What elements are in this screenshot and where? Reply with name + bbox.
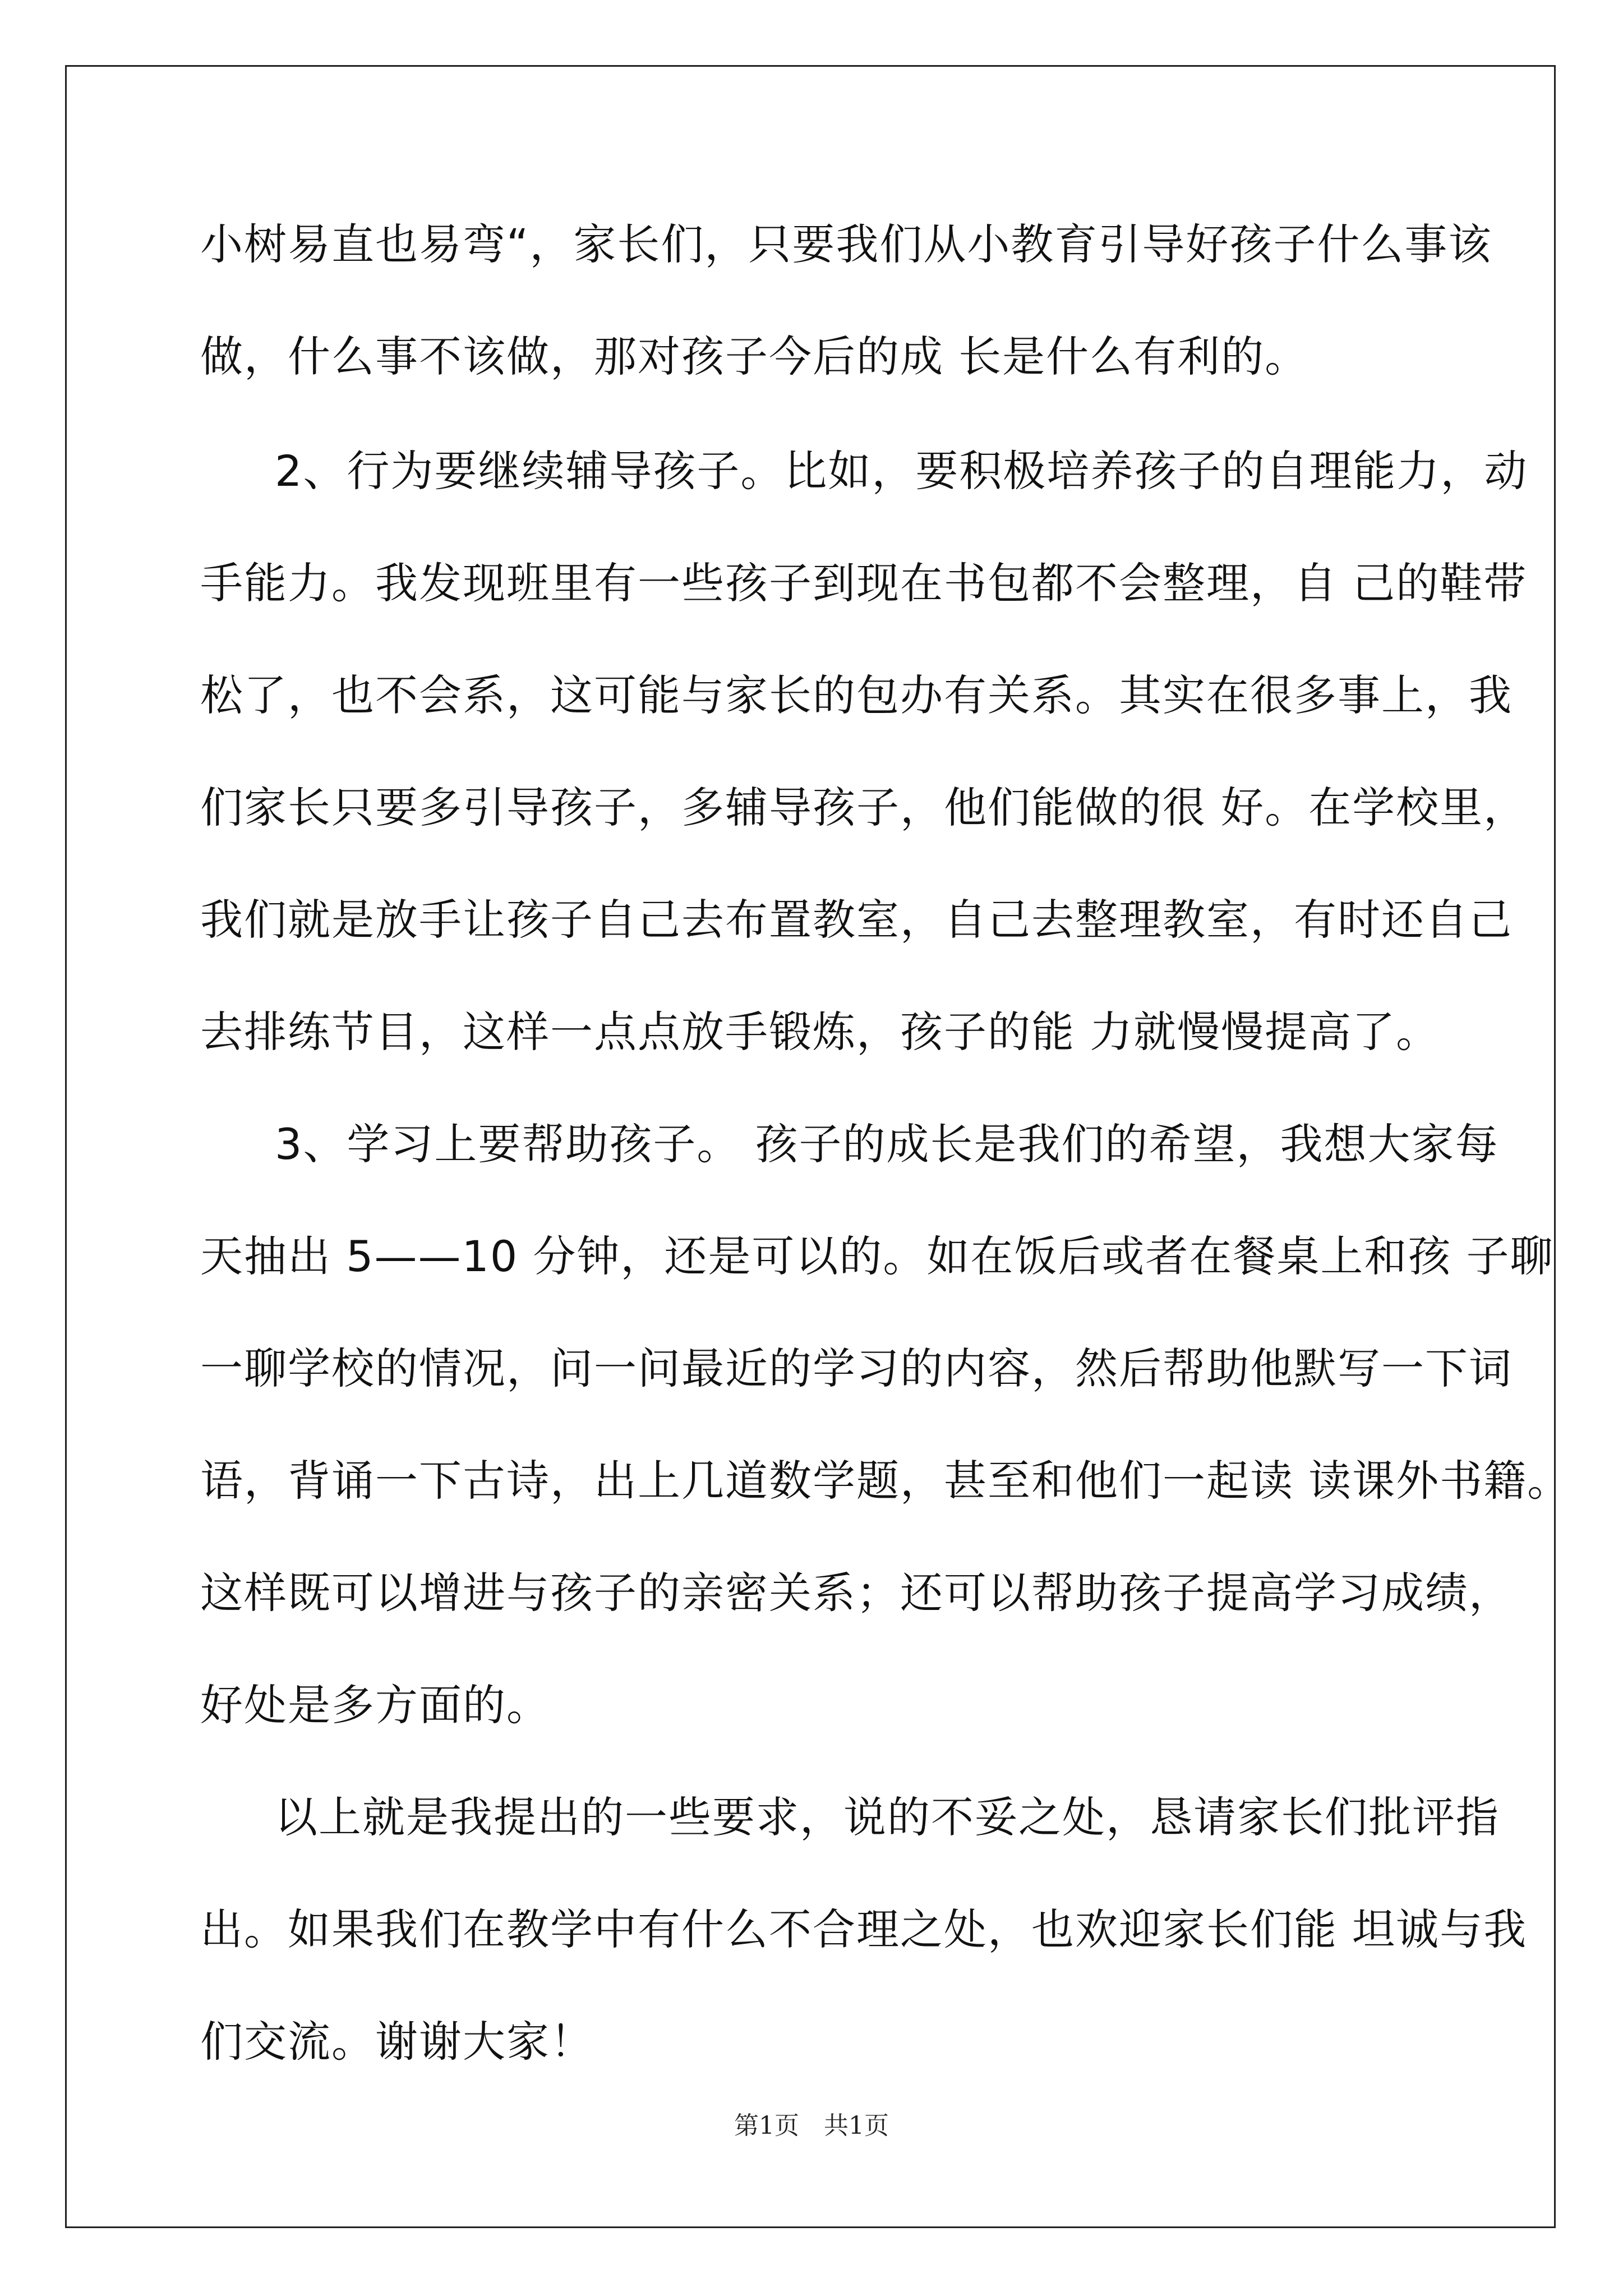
text-line: 这样既可以增进与孩子的亲密关系；还可以帮助孩子提高学习成绩， [200, 1568, 1513, 1618]
text-line: 们家长只要多引导孩子，多辅导孩子，他们能做的很 好。在学校里， [200, 783, 1528, 832]
text-line: 松了，也不会系，这可能与家长的包办有关系。其实在很多事上，我 [200, 670, 1513, 720]
text-line: 好处是多方面的。 [200, 1680, 550, 1730]
text-line: 天抽出 5——10 分钟，还是可以的。如在饭后或者在餐桌上和孩 子聊 [200, 1231, 1554, 1281]
text-line: 2、行为要继续辅导孩子。比如，要积极培养孩子的自理能力，动 [275, 446, 1528, 496]
text-line: 一聊学校的情况，问一问最近的学习的内容，然后帮助他默写一下词 [200, 1343, 1513, 1393]
text-line: 去排练节目，这样一点点放手锻炼，孩子的能 力就慢慢提高了。 [200, 1007, 1440, 1057]
text-line: 们交流。谢谢大家！ [200, 2017, 594, 2067]
text-line: 手能力。我发现班里有一些孩子到现在书包都不会整理，自 己的鞋带 [200, 558, 1528, 608]
page-number: 第1页 共1页 [734, 2111, 889, 2140]
text-line: 出。如果我们在教学中有什么不合理之处，也欢迎家长们能 坦诚与我 [200, 1904, 1528, 1954]
text-line: 我们就是放手让孩子自己去布置教室，自己去整理教室，有时还自己 [200, 895, 1513, 945]
text-line: 做，什么事不该做，那对孩子今后的成 长是什么有利的。 [200, 332, 1309, 381]
text-line: 语，背诵一下古诗，出上几道数学题，甚至和他们一起读 读课外书籍。 [200, 1456, 1571, 1506]
text-line: 3、学习上要帮助孩子。 孩子的成长是我们的希望，我想大家每 [275, 1119, 1499, 1169]
text-line: 以上就是我提出的一些要求，说的不妥之处，恳请家长们批评指 [275, 1792, 1500, 1842]
text-line: 小树易直也易弯“，家长们，只要我们从小教育引导好孩子什么事该 [200, 219, 1492, 269]
